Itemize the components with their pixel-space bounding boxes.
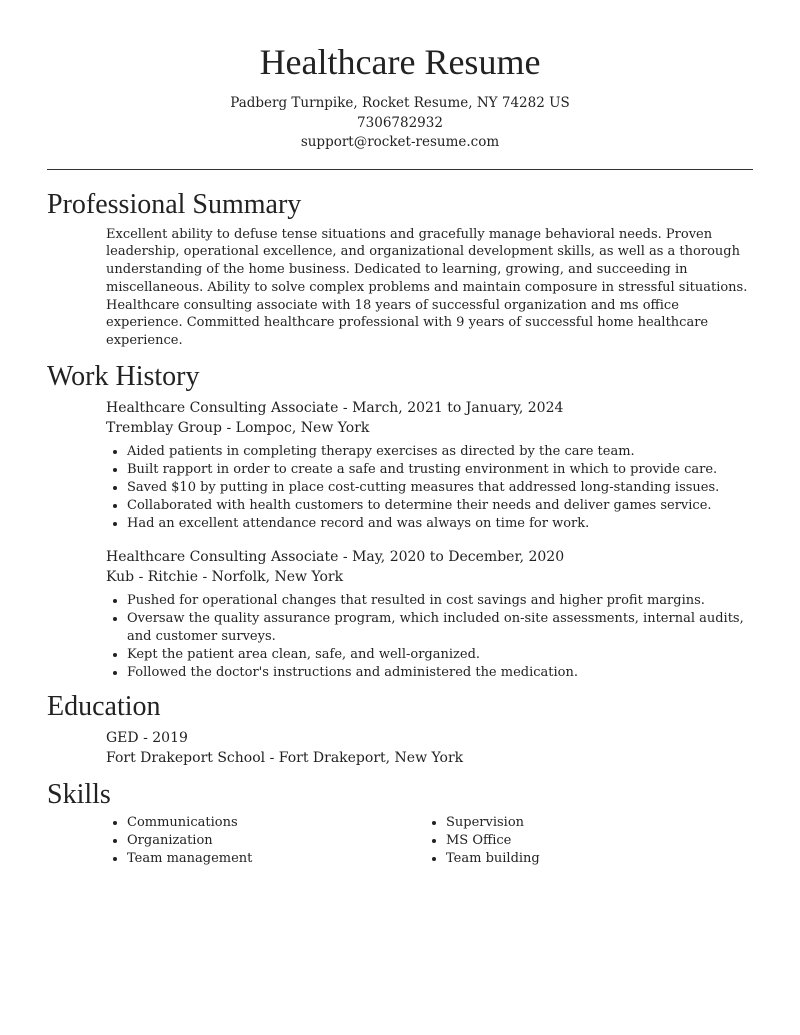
education-section — [0, 690, 800, 768]
job-entry — [47, 547, 753, 682]
job-company: Kub - Ritchie — [106, 569, 199, 586]
skills-list — [47, 814, 753, 868]
skills-heading: Skills — [47, 779, 111, 811]
resume-header — [0, 0, 800, 153]
job-bullet: • Had an excellent attendance record and was always on time for work. — [127, 515, 753, 533]
job-bullets — [106, 592, 753, 682]
job-location: - Norfolk, New York — [198, 569, 344, 586]
education-entry — [47, 728, 753, 768]
education-school-line — [106, 748, 753, 768]
skill-item: • MS Office — [446, 832, 540, 850]
job-title-line — [106, 547, 753, 567]
job-bullet: • Saved $10 by putting in place cost-cutting measures that addressed long-standing issues. — [127, 479, 753, 497]
job-company-line — [106, 418, 753, 438]
education-location: - Fort Drakeport, New York — [265, 750, 464, 767]
job-bullet: • Built rapport in order to create a safe and trusting environment in which to provide care. — [127, 461, 753, 479]
work-history-heading: Work History — [47, 361, 200, 393]
job-dates: - May, 2020 to December, 2020 — [338, 549, 565, 566]
header-divider — [47, 169, 753, 170]
job-bullet: • Kept the patient area clean, safe, and well-organized. — [127, 646, 753, 664]
address: Padberg Turnpike, Rocket Resume, NY 74282 US — [230, 95, 570, 111]
email: support@rocket-resume.com — [300, 134, 500, 150]
job-company: Tremblay Group — [106, 420, 223, 437]
skills-column — [106, 814, 425, 868]
job-bullet: • Pushed for operational changes that resulted in cost savings and higher profit margins. — [127, 592, 753, 610]
job-dates: - March, 2021 to January, 2024 — [338, 400, 564, 417]
job-title-line — [106, 398, 753, 418]
education-school: Fort Drakeport School — [106, 750, 266, 767]
job-bullet: • Followed the doctor's instructions and administered the medication. — [127, 664, 753, 682]
summary-heading: Professional Summary — [47, 188, 302, 220]
job-bullet: • Collaborated with health customers to determine their needs and deliver games service. — [127, 497, 753, 515]
skill-item: • Team building — [446, 850, 540, 868]
job-bullet: • Aided patients in completing therapy exercises as directed by the care team. — [127, 443, 753, 461]
skills-section — [0, 778, 800, 868]
job-title: Healthcare Consulting Associate — [106, 400, 339, 417]
professional-summary-section — [0, 188, 800, 351]
skill-item: • Supervision — [446, 814, 540, 832]
skills-column — [425, 814, 540, 868]
job-bullet: • Oversaw the quality assurance program, which included on-site assessments, internal audits, and customer surveys. — [127, 610, 753, 646]
education-year: - 2019 — [138, 730, 188, 747]
skill-item: • Team management — [127, 850, 425, 868]
resume-title: Healthcare Resume — [259, 42, 541, 82]
job-entry — [47, 398, 753, 533]
education-degree: GED — [106, 730, 139, 747]
education-degree-line — [106, 728, 753, 748]
summary-text: Excellent ability to defuse tense situations and gracefully manage behavioral needs. Proven leadership, operational excellence, and organizational development skills, as well as a thorough understanding of the home business. Dedicated to learning, growing, and succeeding in miscellaneous. Ability to solve complex problems and maintain composure in stressful situations. Healthcare consulting associate with 18 years of successful organization and ms office experience. Committed healthcare professional with 9 years of successful home healthcare experience. — [106, 226, 748, 349]
work-history-section — [0, 360, 800, 682]
job-company-line — [106, 567, 753, 587]
skill-item: • Communications — [127, 814, 425, 832]
job-location: - Lompoc, New York — [222, 420, 370, 437]
phone: 7306782932 — [357, 114, 443, 131]
education-heading: Education — [47, 691, 161, 723]
job-title: Healthcare Consulting Associate — [106, 549, 339, 566]
contact-info — [0, 94, 800, 153]
job-bullets — [106, 443, 753, 533]
skill-item: • Organization — [127, 832, 425, 850]
